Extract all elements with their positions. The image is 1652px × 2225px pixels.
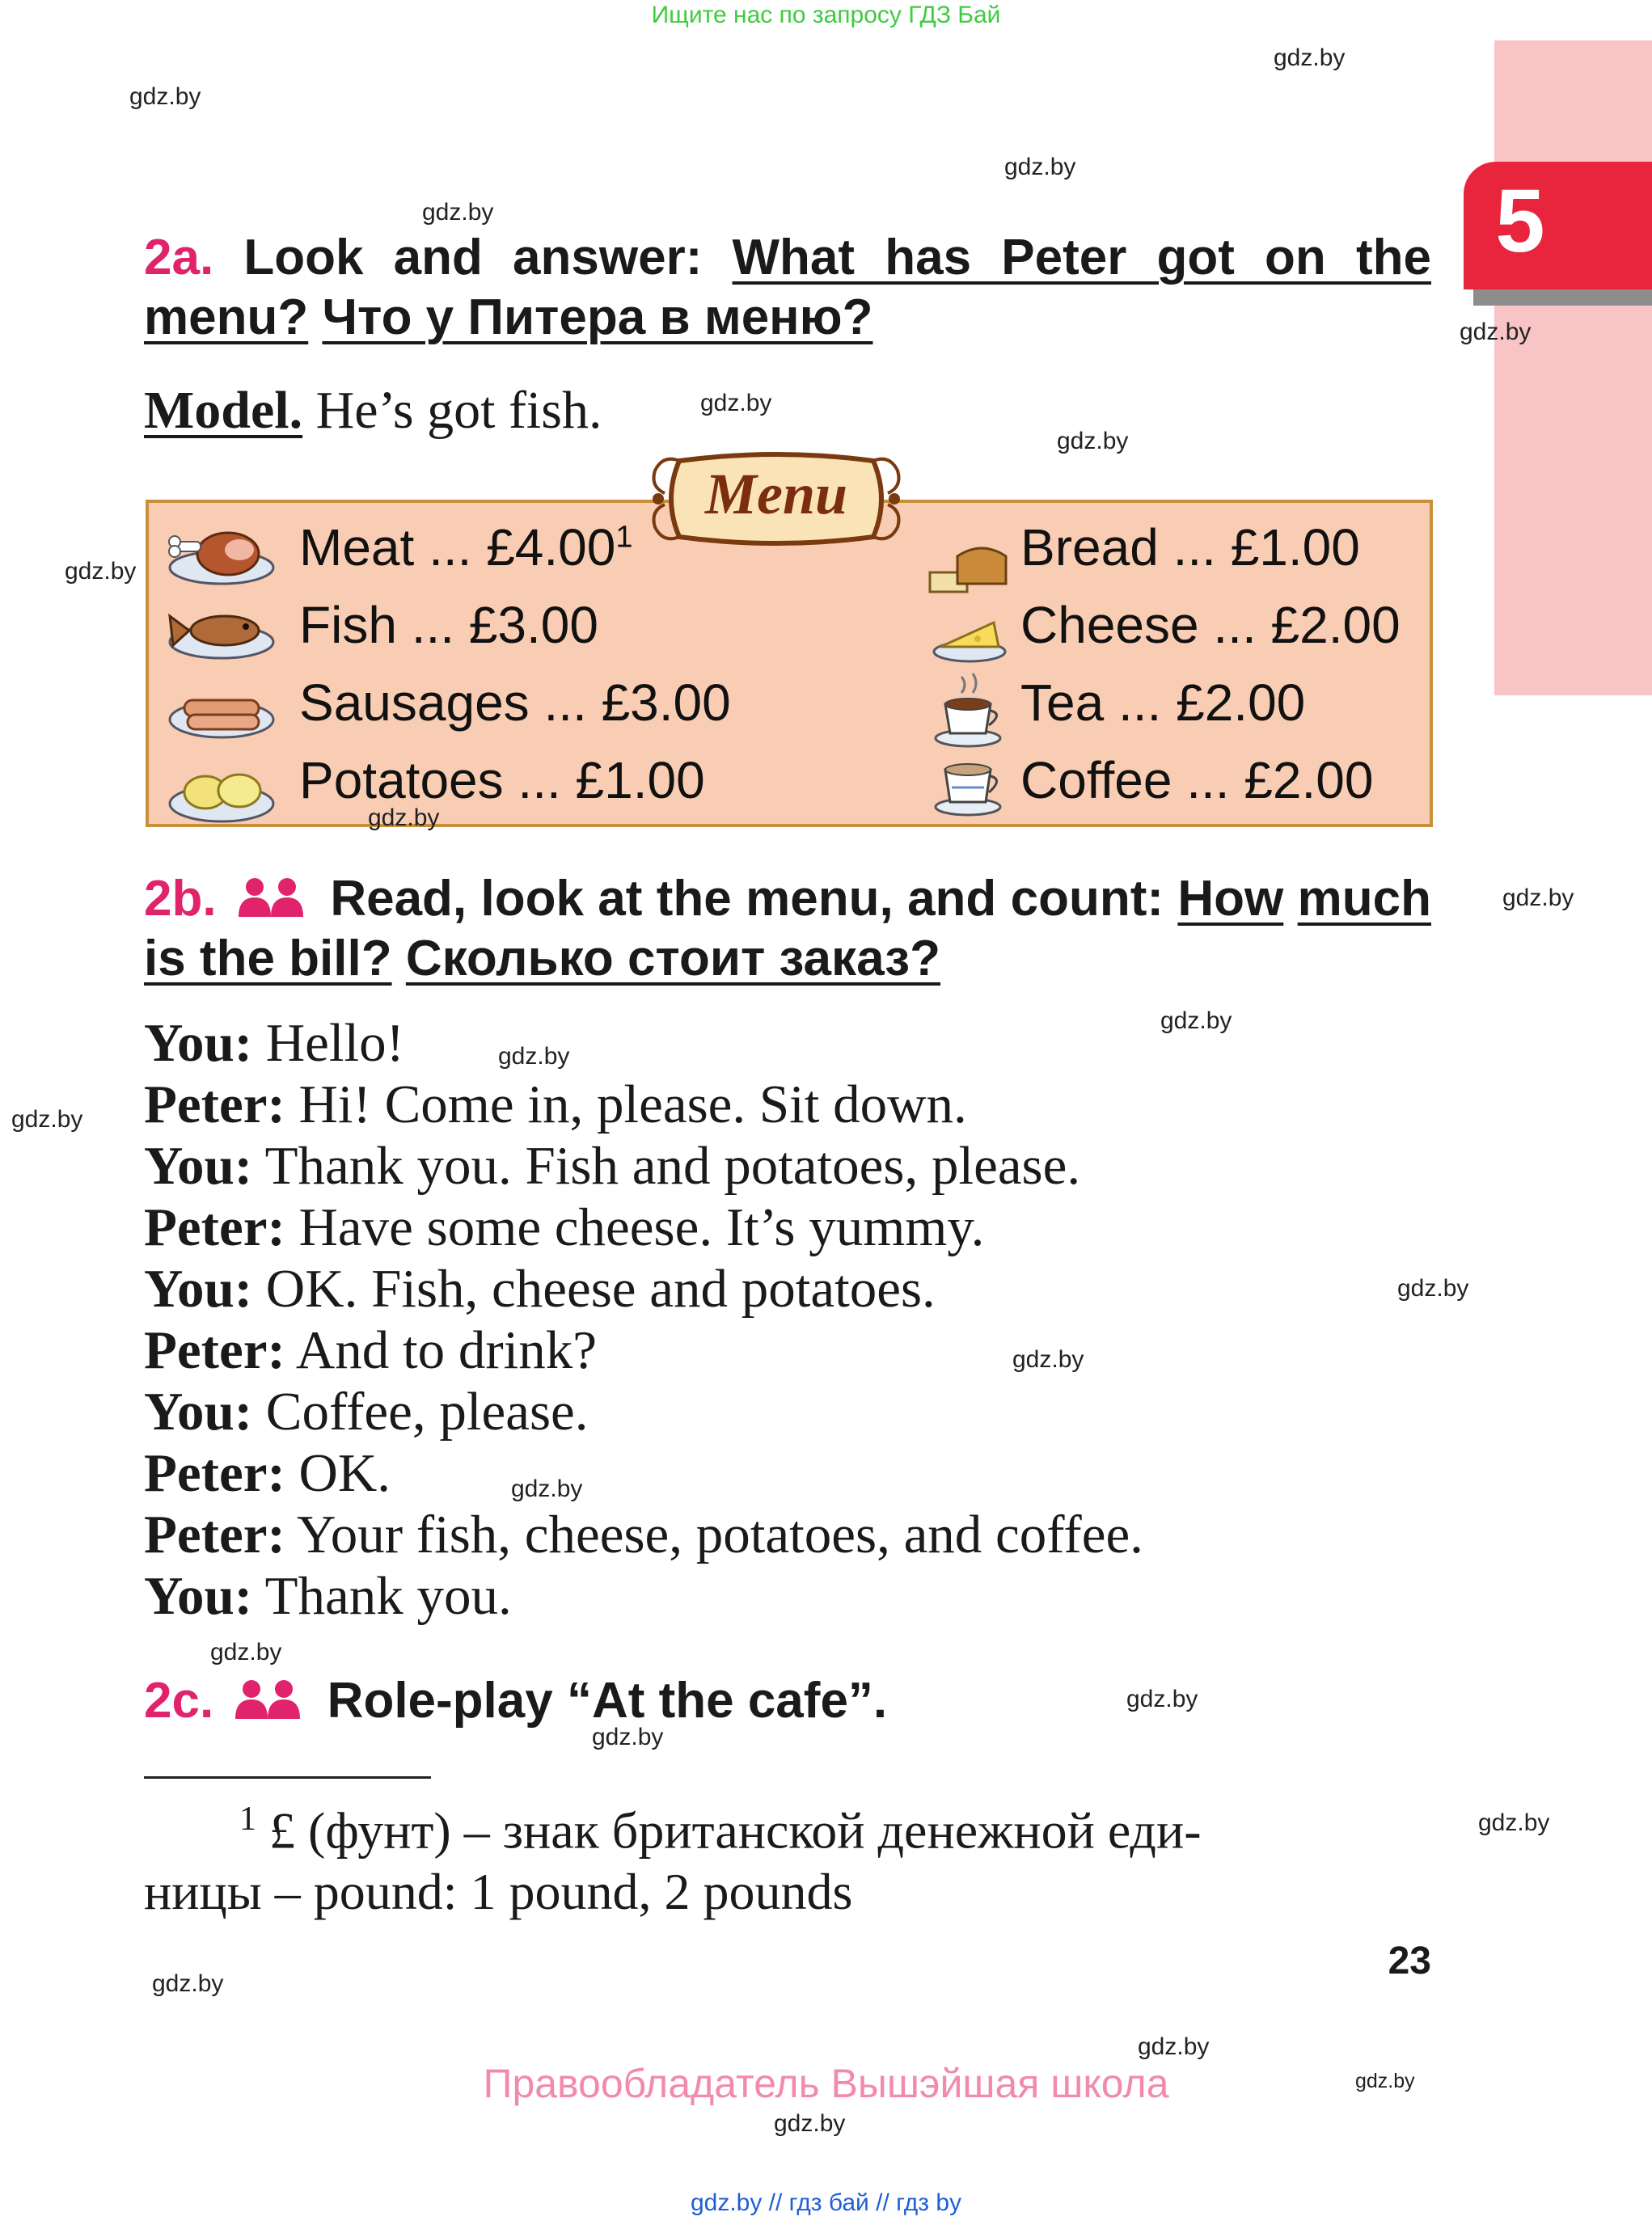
bottom-links[interactable]: gdz.by // гдз бай // гдз by [690,2189,962,2216]
task-lead: Read, look at the menu, and count: [330,871,1164,927]
dialog-line: Peter: Your fish, cheese, potatoes, and coffee. [144,1505,1143,1564]
watermark: gdz.by [1012,1346,1084,1373]
menu-title: Menu [704,462,848,526]
watermark: gdz.by [1478,1809,1550,1836]
watermark: gdz.by [368,804,440,831]
menu-item-potatoes: Potatoes ... £1.00 [299,751,705,809]
task-text: Role-play “At the cafe”. [327,1673,888,1729]
menu-item-fish: Fish ... £3.00 [299,596,598,654]
pair-work-icon [234,1678,302,1720]
task-lead: Look and answer: [243,230,703,285]
dialog-line: You: Hello! [144,1013,404,1073]
unit-number: 5 [1495,171,1545,271]
watermark: gdz.by [1397,1275,1469,1302]
watermark: gdz.by [1502,885,1574,911]
footnote-mark: 1 [615,520,633,555]
footnote-mark: 1 [239,1801,256,1838]
bread-icon [925,532,1014,597]
task-question-ru: Что у Питера в меню? [322,289,873,345]
watermark: gdz.by [1160,1007,1232,1034]
task-question-ru: Сколько стоит заказ? [405,931,940,986]
cheese-icon [929,606,1010,665]
watermark: gdz.by [498,1043,570,1070]
watermark: gdz.by [129,83,201,110]
watermark: gdz.by [65,558,137,585]
dialog-line: You: Coffee, please. [144,1382,589,1442]
coffee-icon [929,745,1010,818]
dialog-line: You: Thank you. Fish and potatoes, please. [144,1136,1081,1196]
dialog-line: Peter: And to drink? [144,1320,597,1380]
footnote-divider [144,1776,431,1779]
footnote-line-1: £ (фунт) – знак британской денежной еди- [269,1801,1202,1860]
task-question-en: How [1177,871,1284,927]
watermark: gdz.by [700,390,772,416]
watermark: gdz.by [1355,2070,1415,2092]
menu-item-sausages: Sausages ... £3.00 [299,673,731,732]
watermark: gdz.by [1460,319,1532,345]
model-answer [144,380,602,441]
menu-item-tea: Tea ... £2.00 [1020,673,1306,732]
copyright-notice: Правообладатель Вышэйшая школа [483,2061,1169,2106]
watermark: gdz.by [511,1476,583,1502]
watermark: gdz.by [592,1724,664,1750]
menu-item-cheese: Cheese ... £2.00 [1020,596,1401,654]
task-question-en: What has Peter got on the [732,230,1431,285]
menu-item-coffee: Coffee ... £2.00 [1020,751,1374,809]
watermark: gdz.by [774,2110,846,2137]
tea-icon [929,669,1010,749]
sausages-icon [165,679,278,744]
task-2c-heading [144,1671,1431,1731]
fish-icon [165,600,278,665]
watermark: gdz.by [1004,154,1076,180]
watermark: gdz.by [422,199,494,226]
dialog [144,1012,1143,1627]
menu-item-bread: Bread ... £1.00 [1020,518,1360,576]
task-number: 2b. [144,871,217,927]
task-question-en-cont: menu? [144,289,309,345]
watermark: gdz.by [210,1639,282,1666]
watermark: gdz.by [152,1970,224,1997]
dialog-line: Peter: OK. [144,1443,391,1503]
task-number: 2c. [144,1673,214,1729]
model-label: Model. [144,381,303,440]
watermark: gdz.by [1057,428,1129,454]
model-text: He’s got fish. [315,381,602,440]
pair-work-icon [237,876,305,918]
watermark: gdz.by [11,1106,83,1133]
menu-item-meat: Meat ... £4.00$^1$ [299,518,633,576]
side-band [1494,40,1652,695]
task-2b-heading [144,869,1431,989]
watermark: gdz.by [1274,44,1346,71]
task-2a-heading [144,228,1431,348]
dialog-line: You: Thank you. [144,1566,512,1626]
watermark: gdz.by [1138,2033,1210,2060]
unit-tab-shadow [1473,289,1652,306]
dialog-line: You: OK. Fish, cheese and potatoes. [144,1259,936,1319]
menu-sign [647,446,906,551]
meat-icon [165,517,278,590]
dialog-line: Peter: Hi! Come in, please. Sit down. [144,1075,967,1134]
footnote-line-2: ницы – pound: 1 pound, 2 pounds [144,1863,853,1921]
task-question-en-cont: much is the bill? [144,871,1431,986]
watermark: gdz.by [1126,1686,1198,1712]
task-number: 2a. [144,230,214,285]
footnote [144,1788,1430,1923]
potatoes-icon [165,758,278,826]
dialog-line: Peter: Have some cheese. It’s yummy. [144,1197,985,1257]
top-banner[interactable]: Ищите нас по запросу ГДЗ Бай [651,2,1001,28]
page-number: 23 [1388,1940,1431,1982]
